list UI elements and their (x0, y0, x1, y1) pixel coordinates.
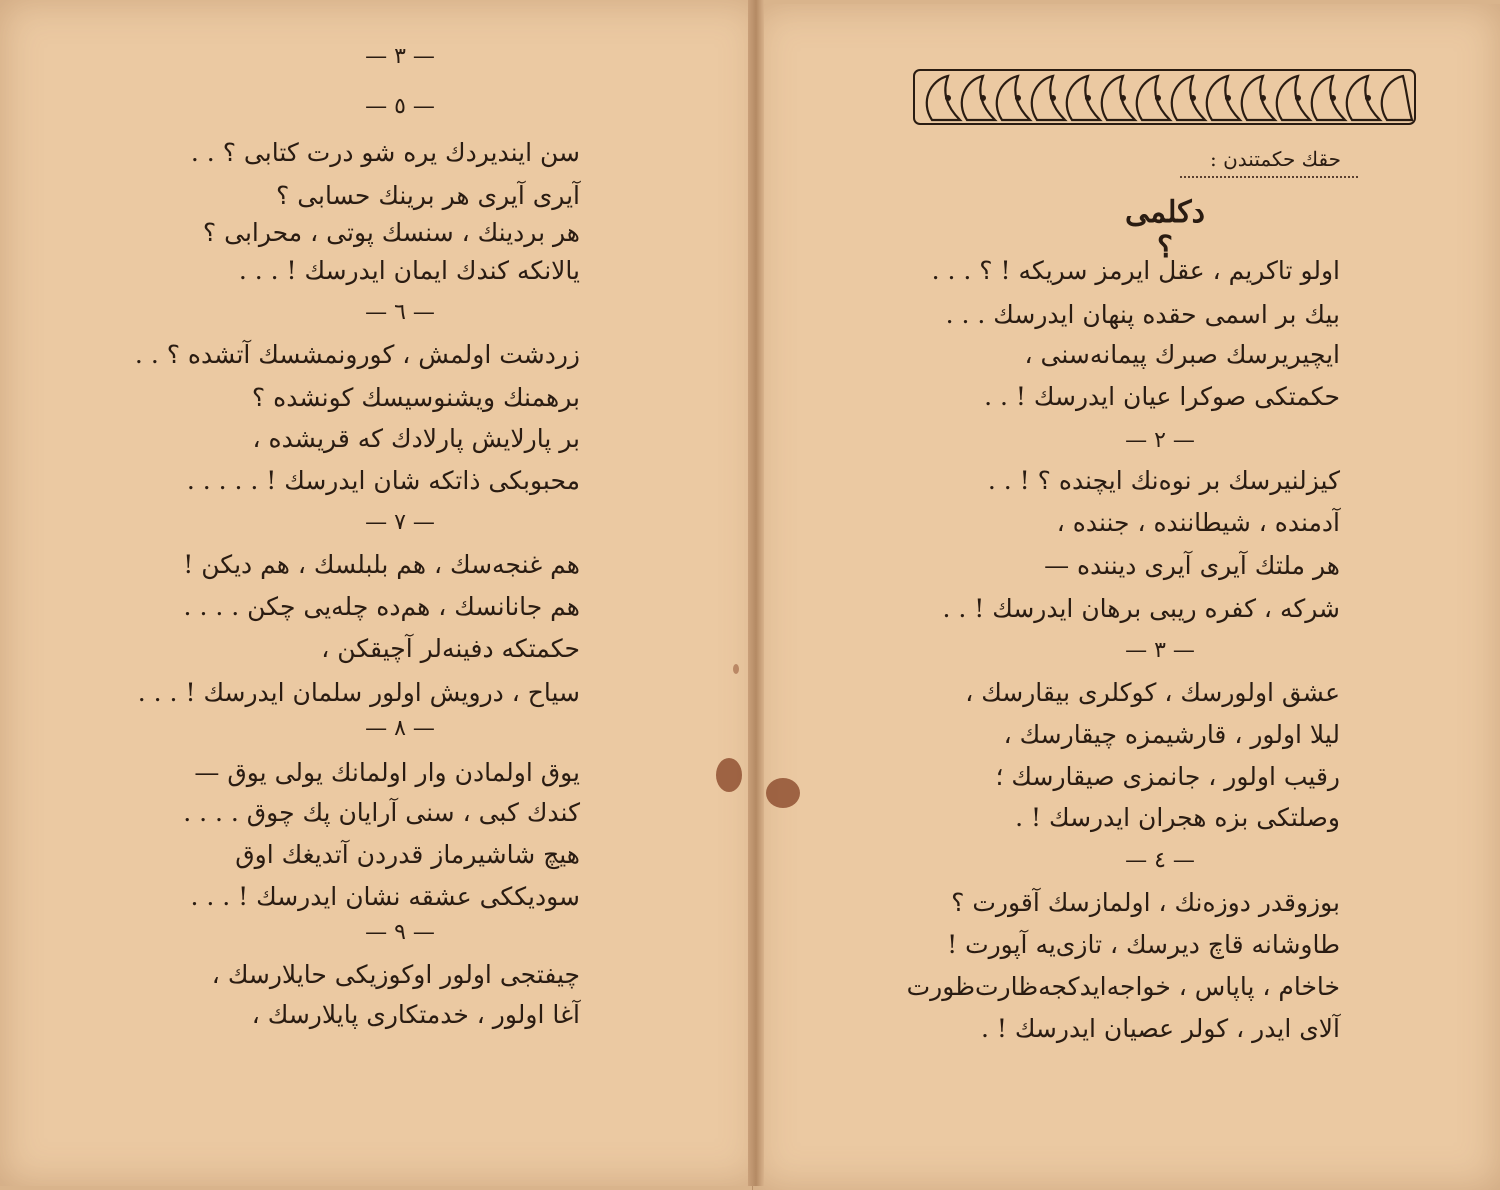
verse-line: لیلا اولور ، قارشیمزه چیقارسك ، (1003, 720, 1340, 749)
verse-line: طاوشانه قاچ دیرسك ، تازی‌یه آپورت ! (947, 930, 1340, 959)
stanza-number: — ٩ — (365, 920, 435, 945)
verse-line: بیك بر اسمی حقده پنهان ایدرسك . . . (945, 300, 1340, 329)
verse-line: هر بردینك ، سنسك پوتی ، محرابی ؟ (202, 218, 580, 247)
decorative-border-ornament (912, 62, 1417, 134)
poem-title: دکلمی ؟ (1125, 195, 1205, 265)
section-label: حقك حکمتندن : (1210, 147, 1342, 171)
verse-line: هر ملتك آیری آیری دیننده — (1044, 551, 1340, 580)
verse-line: اولو تاکریم ، عقل ایرمز سریکه ! ؟ . . . (931, 256, 1340, 285)
page-number: — ٣ — (365, 44, 435, 69)
book-gutter (748, 0, 764, 1186)
verse-line: آلای ایدر ، کولر عصیان ایدرسك ! . (980, 1014, 1340, 1043)
verse-line: بوزوقدر دوزه‌نك ، اولمازسك آقورت ؟ (951, 888, 1340, 917)
verse-line: کیزلنیرسك بر نوه‌نك ایچنده ؟ ! . . (987, 466, 1340, 495)
verse-line: عشق اولورسك ، کوکلری بیقارسك ، (965, 678, 1340, 707)
verse-line: برهمنك ویشنوسیسك کونشده ؟ (251, 383, 580, 412)
verse-line: سیاح ، درویش اولور سلمان ایدرسك ! . . . (137, 678, 580, 707)
verse-line: یالانکه کندك ایمان ایدرسك ! . . . (238, 256, 580, 285)
verse-line: کندك کبی ، سنی آرایان پك چوق . . . . (183, 798, 580, 827)
verse-line: زردشت اولمش ، کورونمشسك آتشده ؟ . . (134, 340, 580, 369)
verse-line: حکمتکه دفینه‌لر آچیقکن ، (321, 634, 580, 663)
stanza-number: — ٦ — (365, 300, 435, 325)
dotted-rule (1180, 176, 1358, 178)
verse-line: وصلتکی بزه هجران ایدرسك ! . (1015, 803, 1340, 832)
verse-line: هم غنجه‌سك ، هم بلبلسك ، هم دیکن ! (183, 550, 580, 579)
verse-line: ایچیریرسك صبرك پیمانه‌سنی ، (1024, 340, 1340, 369)
ink-stain (716, 758, 742, 792)
verse-line: شرکه ، کفره ریبی برهان ایدرسك ! . . (942, 594, 1340, 623)
verse-line: سن ایندیردك یره شو درت کتابی ؟ . . (190, 138, 580, 167)
verse-line: چیفتجی اولور اوکوزیکی حایلارسك ، (211, 960, 580, 989)
verse-line: هم جانانسك ، هم‌ده چله‌یی چکن . . . . (183, 592, 580, 621)
ink-speck (733, 664, 739, 674)
stanza-number: — ٢ — (1125, 428, 1195, 453)
verse-line: رقیب اولور ، جانمزی صیقارسك ؛ (995, 762, 1340, 791)
stanza-number: — ٤ — (1125, 848, 1195, 873)
verse-line: آیری آیری هر برینك حسابی ؟ (275, 181, 580, 210)
verse-line: آغا اولور ، خدمتکاری پایلارسك ، (251, 1000, 580, 1029)
ink-stain (766, 778, 800, 808)
stanza-number: — ٣ — (1125, 638, 1195, 663)
verse-line: آدمنده ، شیطاننده ، جننده ، (1056, 508, 1340, 537)
stanza-number: — ٨ — (365, 716, 435, 741)
verse-line: خاخام ، پاپاس ، خواجه‌ایدکجه‌ظارت‌ظورت (906, 972, 1340, 1001)
verse-line: سودیککی عشقه نشان ایدرسك ! . . . (190, 882, 580, 911)
verse-line: محبوبکی ذاتکه شان ایدرسك ! . . . . . (186, 466, 580, 495)
verse-line: هیچ شاشیرماز قدردن آتدیغك اوق (235, 840, 580, 869)
stanza-number: — ٧ — (365, 510, 435, 535)
verse-line: بر پارلایش پارلادك که قریشده ، (252, 424, 580, 453)
verse-line: یوق اولمادن وار اولمانك یولی یوق — (194, 758, 580, 787)
verse-line: حکمتکی صوکرا عیان ایدرسك ! . . (984, 382, 1340, 411)
stanza-number: — ٥ — (365, 94, 435, 119)
